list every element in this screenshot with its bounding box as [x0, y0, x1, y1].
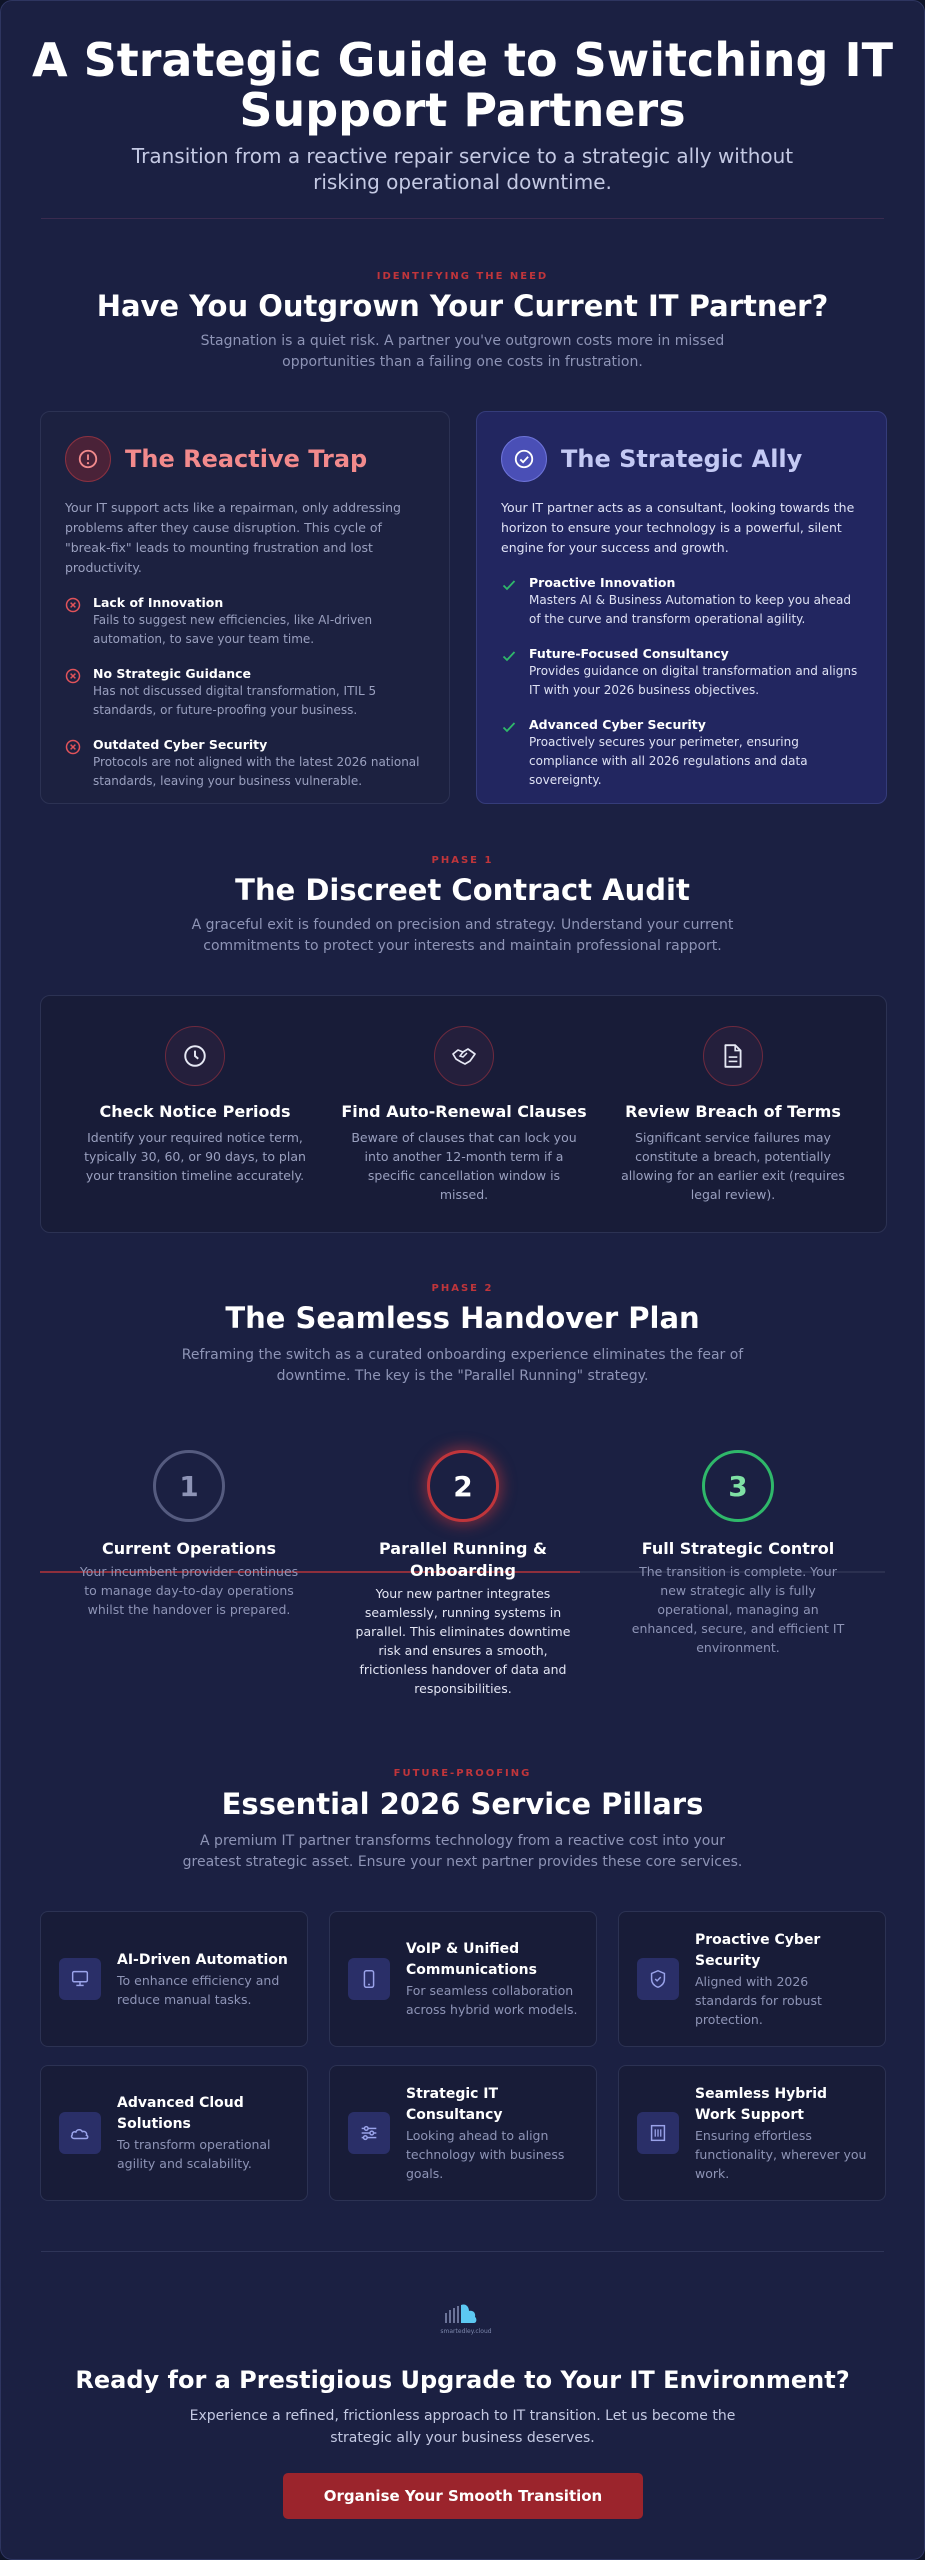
reactive-trap-title: The Reactive Trap — [125, 445, 368, 473]
pillars-eyebrow: FUTURE-PROOFING — [393, 1768, 532, 1779]
step-number: 2 — [427, 1450, 499, 1522]
strategic-ally-card — [476, 411, 887, 804]
divider — [41, 2251, 884, 2252]
document-icon — [703, 1026, 763, 1086]
list-item — [501, 574, 862, 629]
pillar-text: Aligned with 2026 standards for robust protection. — [695, 1973, 822, 2027]
item-text: Protocols are not aligned with the latest 2026 national standards, leaving your business vulnerable. — [93, 755, 420, 788]
logo-text: smartedley.cloud — [440, 2328, 492, 2335]
pillar-title: Proactive Cyber Security — [695, 1931, 821, 1969]
handshake-icon — [434, 1026, 494, 1086]
pillar-cloud — [40, 2065, 308, 2201]
item-text: Fails to suggest new efficiencies, like AI-driven automation, to save your team time. — [93, 613, 373, 646]
pillar-text: Ensuring effortless functionality, wherever you work. — [695, 2127, 867, 2181]
step-text: Your new partner integrates seamlessly, running systems in parallel. This eliminates downtime risk and ensures a smooth, frictionless handover of data and responsibilities. — [355, 1586, 571, 1696]
identify-subtitle: Stagnation is a quiet risk. A partner you've outgrown costs more in missed opportunities than a failing one costs in frustration. — [200, 333, 725, 370]
audit-item-text: Identify your required notice term, typically 30, 60, or 90 days, to plan your transition timeline accurately. — [84, 1130, 306, 1183]
hero-title: A Strategic Guide to Switching IT Support Partners — [32, 33, 893, 137]
pillars-subtitle: A premium IT partner transforms technology from a reactive cost into your greatest strategic asset. Ensure your next partner provides these core services. — [182, 1833, 743, 1870]
step-number: 3 — [702, 1450, 774, 1522]
pillar-text: To transform operational agility and scalability. — [117, 2137, 271, 2171]
pillar-consultancy — [329, 2065, 597, 2201]
pillar-title: Advanced Cloud Solutions — [117, 2095, 244, 2132]
pillar-voip — [329, 1911, 597, 2047]
computer-icon — [59, 1958, 101, 2000]
reactive-trap-card — [40, 411, 450, 804]
pillar-title: Seamless Hybrid Work Support — [695, 2085, 828, 2123]
check-icon — [501, 645, 529, 700]
cta-title: Ready for a Prestigious Upgrade to Your IT Environment? — [75, 2366, 850, 2394]
x-circle-icon — [65, 665, 93, 720]
item-text: Has not discussed digital transformation, ITIL 5 standards, or future-proofing your business. — [93, 684, 377, 717]
step-text: Your incumbent provider continues to manage day-to-day operations whilst the handover is prepared. — [79, 1564, 299, 1617]
pillar-title: VoIP & Unified Communications — [406, 1941, 537, 1978]
item-title: Advanced Cyber Security — [529, 717, 706, 732]
handover-subtitle: Reframing the switch as a curated onboarding experience eliminates the fear of downtime. The key is the "Parallel Running" strategy. — [181, 1347, 744, 1384]
item-title: Lack of Innovation — [93, 595, 224, 610]
phone-icon — [348, 1958, 390, 2000]
strategic-ally-desc: Your IT partner acts as a consultant, looking towards the horizon to ensure your technology is a powerful, silent engine for your success and growth. — [501, 500, 855, 555]
organise-transition-button[interactable]: Organise Your Smooth Transition — [283, 2473, 643, 2519]
check-circle-icon — [501, 436, 547, 482]
building-icon — [637, 2112, 679, 2154]
handover-eyebrow: PHASE 2 — [431, 1283, 494, 1294]
alert-icon — [65, 436, 111, 482]
list-item — [501, 716, 862, 790]
audit-subtitle: A graceful exit is founded on precision and strategy. Understand your current commitments to protect your interests and maintain professional rapport. — [191, 917, 734, 954]
audit-item-title: Check Notice Periods — [99, 1102, 291, 1121]
item-title: Proactive Innovation — [529, 575, 676, 590]
step-title: Full Strategic Control — [641, 1539, 835, 1558]
audit-item-text: Significant service failures may constitute a breach, potentially allowing for an earlier exit (requires legal review). — [621, 1130, 845, 1202]
item-title: Outdated Cyber Security — [93, 737, 268, 752]
step-title: Parallel Running & Onboarding — [379, 1539, 547, 1580]
item-title: Future-Focused Consultancy — [529, 646, 729, 661]
item-text: Provides guidance on digital transformation and aligns IT with your 2026 business objectives. — [529, 664, 858, 697]
cta-subtitle: Experience a refined, frictionless approach to IT transition. Let us become the strategic ally your business deserves. — [189, 2408, 736, 2446]
identify-eyebrow: IDENTIFYING THE NEED — [376, 271, 549, 282]
list-item — [65, 736, 425, 791]
pillars-title: Essential 2026 Service Pillars — [221, 1787, 704, 1821]
strategic-ally-title: The Strategic Ally — [561, 445, 803, 473]
audit-item-title: Find Auto-Renewal Clauses — [341, 1102, 587, 1121]
audit-item-title: Review Breach of Terms — [625, 1102, 841, 1121]
shield-icon — [637, 1958, 679, 2000]
check-icon — [501, 716, 529, 790]
pillar-title: Strategic IT Consultancy — [406, 2085, 503, 2123]
pillar-ai-automation — [40, 1911, 308, 2047]
reactive-trap-desc: Your IT support acts like a repairman, only addressing problems after they cause disruption. This cycle of "break-fix" leads to mounting frustration and lost productivity. — [65, 500, 401, 575]
pillar-cyber-security — [618, 1911, 886, 2047]
step-number: 1 — [153, 1450, 225, 1522]
item-title: No Strategic Guidance — [93, 666, 252, 681]
clock-icon — [165, 1026, 225, 1086]
x-circle-icon — [65, 594, 93, 649]
divider — [41, 218, 884, 219]
hero-subtitle: Transition from a reactive repair service to a strategic ally without risking operational downtime. — [131, 144, 794, 194]
handover-title: The Seamless Handover Plan — [225, 1301, 700, 1335]
list-item — [501, 645, 862, 700]
identify-title: Have You Outgrown Your Current IT Partner? — [96, 289, 829, 323]
audit-panel — [40, 995, 887, 1233]
audit-eyebrow: PHASE 1 — [431, 855, 494, 866]
step-text: The transition is complete. Your new strategic ally is fully operational, managing an enhanced, secure, and efficient IT environment. — [631, 1564, 845, 1655]
list-item — [65, 665, 425, 720]
item-text: Proactively secures your perimeter, ensuring compliance with all 2026 regulations and data sovereignty. — [529, 735, 808, 787]
audit-title: The Discreet Contract Audit — [235, 873, 690, 907]
item-text: Masters AI & Business Automation to keep you ahead of the curve and transform operational agility. — [529, 593, 851, 626]
pillar-hybrid-work — [618, 2065, 886, 2201]
pillar-text: Looking ahead to align technology with business goals. — [406, 2127, 565, 2181]
list-item — [65, 594, 425, 649]
pillar-text: To enhance efficiency and reduce manual tasks. — [117, 1972, 280, 2007]
cloud-icon — [59, 2112, 101, 2154]
x-circle-icon — [65, 736, 93, 791]
step-title: Current Operations — [101, 1539, 276, 1558]
pillar-title: AI-Driven Automation — [117, 1951, 288, 1968]
pillar-text: For seamless collaboration across hybrid work models. — [406, 1983, 578, 2017]
sliders-icon — [348, 2112, 390, 2154]
check-icon — [501, 574, 529, 629]
audit-item-text: Beware of clauses that can lock you into another 12-month term if a specific cancellation window is missed. — [351, 1130, 577, 1202]
